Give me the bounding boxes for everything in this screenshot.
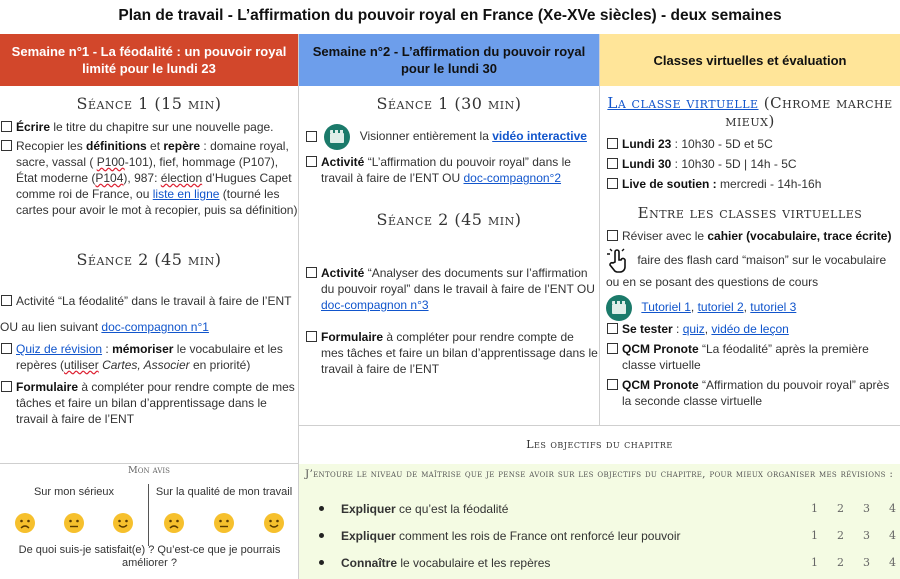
session-monday-23: Lundi 23 : 10h30 - 5D et 5C bbox=[606, 136, 900, 152]
level-option[interactable]: 2 bbox=[837, 502, 844, 515]
sad-face-icon[interactable] bbox=[14, 512, 36, 534]
checkbox[interactable] bbox=[1, 343, 12, 354]
objectives-panel bbox=[299, 464, 900, 579]
checkbox[interactable] bbox=[306, 156, 317, 167]
tutorials-row: Tutoriel 1, tutoriel 2, tutoriel 3 bbox=[600, 294, 900, 321]
qcm-feodalite-task: QCM Pronote “La féodalité” après la première classe virtuelle bbox=[606, 341, 900, 373]
film-icon bbox=[324, 124, 350, 150]
checkbox[interactable] bbox=[306, 331, 317, 342]
checkbox[interactable] bbox=[1, 295, 12, 306]
week1-seance1-title: Séance 1 (15 min) bbox=[76, 94, 222, 113]
level-option[interactable]: 1 bbox=[811, 502, 818, 515]
sad-face-icon[interactable] bbox=[163, 512, 185, 534]
week2-task-analyse: Activité “Analyser des documents sur l’affirmation du pouvoir royal” dans le travail à faire de l’ENT OU doc-compagnon n°3 bbox=[305, 265, 599, 313]
level-option[interactable]: 3 bbox=[863, 529, 870, 542]
self-assessment-title: Mon avis bbox=[128, 465, 170, 476]
week2-task-activity: Activité “L’affirmation du pouvoir royal” dans le travail à faire de l’ENT OU doc-compagnon°2 bbox=[305, 154, 599, 186]
neutral-face-icon[interactable] bbox=[63, 512, 85, 534]
tutorial-3-link[interactable]: tutoriel 3 bbox=[750, 300, 797, 314]
doc-compagnon-1-link[interactable]: doc-compagnon n°1 bbox=[101, 320, 209, 334]
checkbox[interactable] bbox=[607, 138, 618, 149]
tutorial-2-link[interactable]: tutoriel 2 bbox=[697, 300, 744, 314]
week2-task-video: Visionner entièrement la vidéo interactive bbox=[299, 123, 599, 150]
self-test-task: Se tester : quiz, vidéo de leçon bbox=[606, 321, 900, 337]
week2-task-form: Formulaire à compléter pour rendre compte de mes tâches et faire un bilan d’apprentissage dans le travail à faire de l’ENT bbox=[305, 329, 599, 377]
tutorial-1-link[interactable]: Tutoriel 1 bbox=[641, 300, 691, 314]
objectives-intro: J’entoure le niveau de maîtrise que je pense avoir sur les objectifs du chapitre, pour mieux organiser mes révisions : bbox=[305, 468, 894, 480]
virtual-class-link[interactable]: La classe virtuelle bbox=[607, 94, 759, 112]
neutral-face-icon[interactable] bbox=[213, 512, 235, 534]
revise-notebook-task: Réviser avec le cahier (vocabulaire, trace écrite) bbox=[606, 228, 900, 244]
lesson-video-link[interactable]: vidéo de leçon bbox=[711, 321, 789, 336]
flashcard-task: faire des flash card “maison” sur le vocabulaire ou en se posant des questions de cours bbox=[600, 248, 900, 290]
level-option[interactable]: 2 bbox=[837, 556, 844, 569]
week1-header: Semaine n°1 - La féodalité : un pouvoir royal limité pour le lundi 23 bbox=[0, 34, 298, 86]
qcm-affirmation-task: QCM Pronote “Affirmation du pouvoir royal” après la seconde classe virtuelle bbox=[606, 377, 900, 409]
objective-row: Connaître le vocabulaire et les repères 1 2 3 4 bbox=[319, 554, 900, 572]
video-interactive-link[interactable]: vidéo interactive bbox=[492, 129, 587, 143]
doc-compagnon-3-link[interactable]: doc-compagnon n°3 bbox=[321, 297, 429, 312]
week2-header: Semaine n°2 - L’affirmation du pouvoir royal pour le lundi 30 bbox=[299, 34, 599, 86]
seriousness-smileys bbox=[0, 512, 148, 534]
happy-face-icon[interactable] bbox=[112, 512, 134, 534]
checkbox[interactable] bbox=[1, 381, 12, 392]
checkbox[interactable] bbox=[306, 131, 317, 142]
week1-task-activity: Activité “La féodalité” dans le travail à faire de l’ENT bbox=[0, 293, 298, 309]
objectives-title: Les objectifs du chapitre bbox=[526, 438, 673, 451]
virtual-class-header: Classes virtuelles et évaluation bbox=[600, 34, 900, 86]
tap-hand-icon bbox=[606, 248, 630, 274]
session-monday-30: Lundi 30 : 10h30 - 5D | 14h - 5C bbox=[606, 156, 900, 172]
session-support-live: Live de soutien : mercredi - 14h-16h bbox=[606, 176, 900, 192]
week1-task-activity-alt: OU au lien suivant doc-compagnon n°1 bbox=[0, 320, 209, 334]
level-option[interactable]: 2 bbox=[837, 529, 844, 542]
self-assessment-section bbox=[0, 463, 299, 579]
checkbox[interactable] bbox=[607, 230, 618, 241]
page-title: Plan de travail - L’affirmation du pouvoir royal en France (Xe-XVe siècles) - deux semaines bbox=[118, 7, 782, 24]
quality-label: Sur la qualité de mon travail bbox=[155, 486, 293, 498]
liste-en-ligne-link[interactable]: liste en ligne bbox=[152, 187, 220, 201]
checkbox[interactable] bbox=[607, 323, 618, 334]
bullet bbox=[319, 506, 324, 511]
film-icon bbox=[606, 295, 632, 321]
quality-smileys bbox=[149, 512, 299, 534]
quiz-link[interactable]: quiz bbox=[682, 321, 705, 336]
level-option[interactable]: 4 bbox=[889, 502, 896, 515]
week1-task-form: Formulaire à compléter pour rendre compte de mes tâches et faire un bilan d’apprentissage dans le travail à faire de l’ENT bbox=[0, 379, 298, 427]
bullet bbox=[319, 533, 324, 538]
checkbox[interactable] bbox=[1, 121, 12, 132]
bullet bbox=[319, 560, 324, 565]
checkbox[interactable] bbox=[1, 140, 12, 151]
doc-compagnon-2-link[interactable]: doc-compagnon°2 bbox=[463, 170, 562, 185]
self-assessment-question: De quoi suis-je satisfait(e) ? Qu’est-ce que je pourrais améliorer ? bbox=[18, 544, 281, 569]
week2-column bbox=[299, 34, 600, 425]
objectives-section bbox=[299, 425, 900, 579]
week1-task-write-title: Écrire le titre du chapitre sur une nouvelle page. bbox=[0, 119, 298, 135]
week1-seance2-title: Séance 2 (45 min) bbox=[76, 250, 222, 269]
virtual-class-title: La classe virtuelle (Chrome marche mieux) bbox=[607, 94, 893, 130]
happy-face-icon[interactable] bbox=[263, 512, 285, 534]
quiz-revision-link[interactable]: Quiz de révision bbox=[16, 342, 103, 356]
objective-row: Expliquer ce qu’est la féodalité 1 2 3 4 bbox=[319, 500, 900, 518]
virtual-class-column bbox=[600, 34, 900, 425]
between-classes-title: Entre les classes virtuelles bbox=[637, 204, 863, 222]
checkbox[interactable] bbox=[306, 267, 317, 278]
checkbox[interactable] bbox=[607, 158, 618, 169]
week1-task-copy-definitions: Recopier les définitions et repère : domaine royal, sacre, vassal ( P100-101), fief, hommage (P107), État moderne (P104), 987: élection d’Hugues Capet comme roi de France, ou liste en ligne (tourné les cartes pour avoir le mot à recopier, puis sa définition) bbox=[0, 138, 298, 218]
level-option[interactable]: 4 bbox=[889, 556, 896, 569]
level-option[interactable]: 1 bbox=[811, 529, 818, 542]
checkbox[interactable] bbox=[607, 178, 618, 189]
objective-row: Expliquer comment les rois de France ont renforcé leur pouvoir 1 2 3 4 bbox=[319, 527, 900, 545]
week2-seance1-title: Séance 1 (30 min) bbox=[376, 94, 522, 113]
level-option[interactable]: 1 bbox=[811, 556, 818, 569]
level-option[interactable]: 3 bbox=[863, 502, 870, 515]
seriousness-label: Sur mon sérieux bbox=[33, 486, 115, 498]
week1-column bbox=[0, 34, 299, 463]
checkbox[interactable] bbox=[607, 379, 618, 390]
level-option[interactable]: 3 bbox=[863, 556, 870, 569]
checkbox[interactable] bbox=[607, 343, 618, 354]
level-option[interactable]: 4 bbox=[889, 529, 896, 542]
week1-task-quiz: Quiz de révision : mémoriser le vocabulaire et les repères (utiliser Cartes, Associer en priorité) bbox=[0, 341, 298, 373]
week2-seance2-title: Séance 2 (45 min) bbox=[376, 209, 522, 229]
